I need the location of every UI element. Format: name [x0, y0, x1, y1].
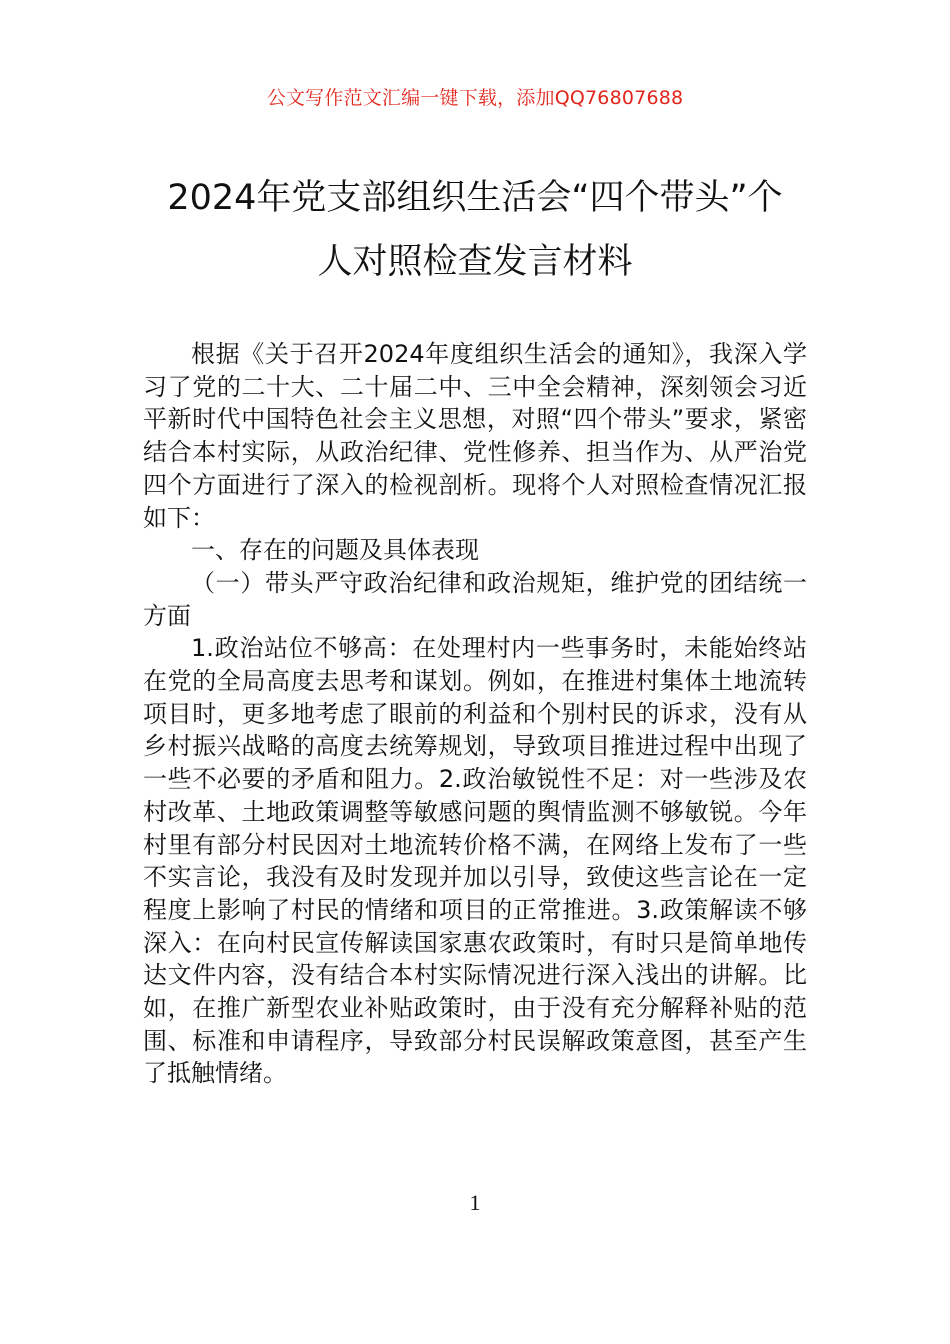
title-line-2: 人对照检查发言材料	[317, 242, 633, 282]
issue-paragraph: 1.政治站位不够高：在处理村内一些事务时，未能始终站在党的全局高度去思考和谋划。例如，在推进村集体土地流转项目时，更多地考虑了眼前的利益和个别村民的诉求，没有从乡村振兴战略的高度去统筹规划，导致项目推进过程中出现了一些不必要的矛盾和阻力。2.政治敏锐性不足：对一些涉及农村改革、土地政策调整等敏感问题的舆情监测不够敏锐。今年村里有部分村民因对土地流转价格不满，在网络上发布了一些不实言论，我没有及时发现并加以引导，致使这些言论在一定程度上影响了村民的情绪和项目的正常推进。3.政策解读不够深入：在向村民宣传解读国家惠农政策时，有时只是简单地传达文件内容，没有结合本村实际情况进行深入浅出的讲解。比如，在推广新型农业补贴政策时，由于没有充分解释补贴的范围、标准和申请程序，导致部分村民误解政策意图，甚至产生了抵触情绪。	[143, 634, 807, 1088]
title-line-1: 2024年党支部组织生活会“四个带头”个	[167, 178, 783, 218]
document-body	[143, 338, 807, 1090]
section-heading-2: （一）带头严守政治纪律和政治规矩，维护党的团结统一方面	[143, 568, 807, 630]
document-title	[140, 170, 810, 290]
section-heading-1: 一、存在的问题及具体表现	[191, 536, 479, 565]
download-banner: 公文写作范文汇编一键下载，添加QQ76807688	[266, 87, 684, 109]
intro-paragraph: 根据《关于召开2024年度组织生活会的通知》，我深入学习了党的二十大、二十届二中、三中全会精神，深刻领会习近平新时代中国特色社会主义思想，对照“四个带头”要求，紧密结合本村实际，从政治纪律、党性修养、担当作为、从严治党四个方面进行了深入的检视剖析。现将个人对照检查情况汇报如下：	[143, 340, 807, 532]
page-number: 1	[469, 1190, 481, 1215]
